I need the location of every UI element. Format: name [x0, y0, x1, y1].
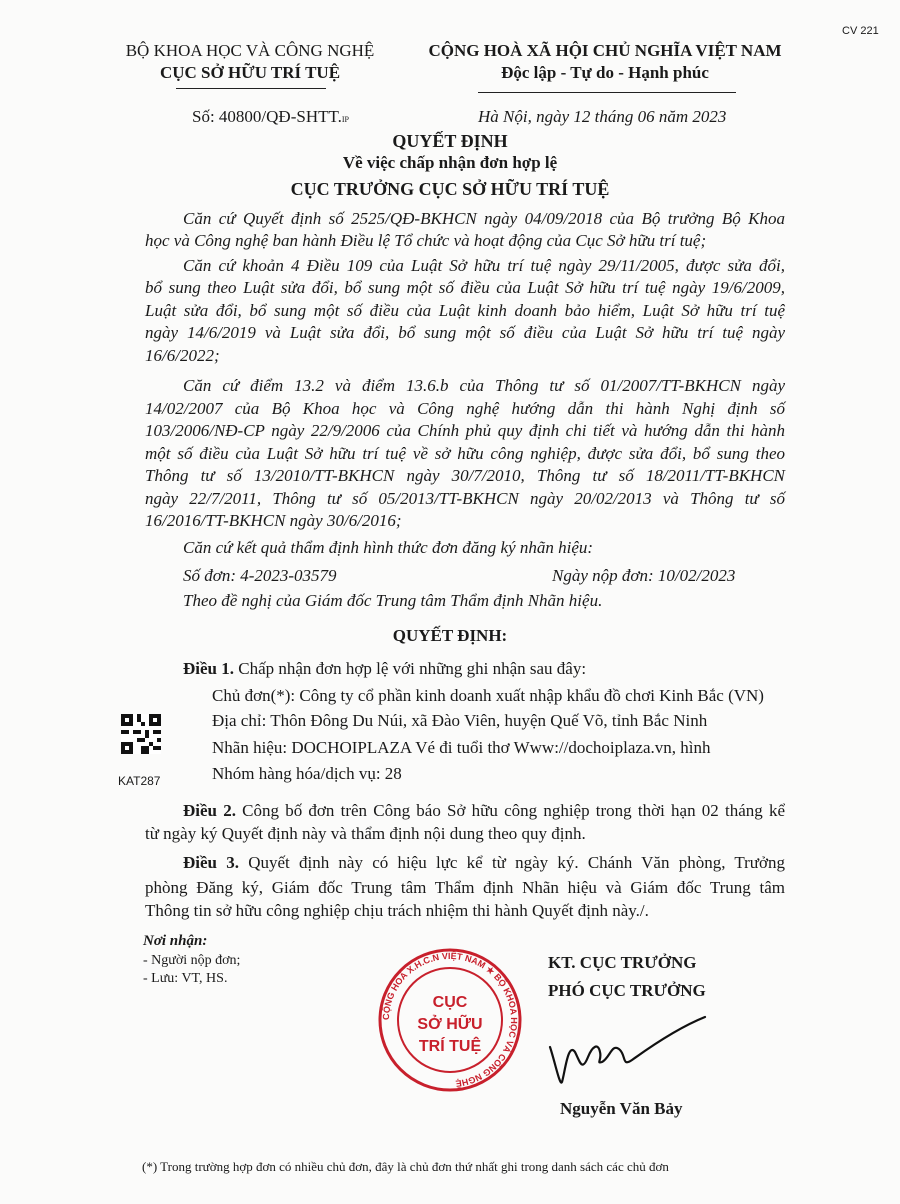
applicant-address: Địa chỉ: Thôn Đông Du Núi, xã Đào Viên, huyện Quế Võ, tỉnh Bắc Ninh — [212, 711, 708, 730]
preamble-line: 16/2016/TT-BKHCN ngày 30/6/2016; — [145, 511, 402, 530]
article-2 — [183, 800, 785, 822]
national-motto: Độc lập - Tự do - Hạnh phúc — [501, 63, 709, 82]
preamble-line: bổ sung theo Luật sửa đổi, bổ sung một số điều của Luật Sở hữu trí tuệ ngày 19/6/2009, — [145, 278, 785, 297]
divider — [478, 92, 736, 93]
preamble-line: Luật sửa đổi, bổ sung một số điều của Luật kinh doanh bảo hiểm, Luật Sở hữu trí tuệ — [145, 301, 785, 320]
preamble-line: 16/6/2022; — [145, 346, 220, 365]
signer-title-2: PHÓ CỤC TRƯỞNG — [548, 981, 706, 1000]
document-number — [192, 106, 349, 131]
official-stamp — [375, 945, 525, 1095]
stamp-text: CỤC — [432, 994, 468, 1011]
country-name: CỘNG HOÀ XÃ HỘI CHỦ NGHĨA VIỆT NAM — [428, 41, 782, 60]
preamble-line: Căn cứ Quyết định số 2525/QĐ-BKHCN ngày 04/09/2018 của Bộ trưởng Bộ Khoa — [183, 209, 785, 228]
article-text: Thông tin sở hữu công nghiệp chịu trách nhiệm thi hành Quyết định này./. — [145, 901, 649, 920]
document-code: CV 221 — [842, 25, 879, 37]
article-text: Chấp nhận đơn hợp lệ với những ghi nhận sau đây: — [238, 659, 587, 678]
filing-date: Ngày nộp đơn: 10/02/2023 — [552, 566, 736, 585]
handwritten-signature — [540, 1012, 710, 1092]
recipient-item: - Lưu: VT, HS. — [143, 971, 228, 986]
article-text: từ ngày ký Quyết định này và thẩm định nội dung theo quy định. — [145, 824, 586, 843]
article-label: Điều 1. — [183, 659, 234, 678]
proposal: Theo đề nghị của Giám đốc Trung tâm Thẩm định Nhãn hiệu. — [183, 591, 603, 610]
trademark: Nhãn hiệu: DOCHOIPLAZA Vé đi tuổi thơ Www://dochoiplaza.vn, hình — [212, 738, 711, 757]
stamp-ring-text: CỘNG HOÀ X.H.C.N VIỆT NAM ★ BỘ KHOA HỌC VÀ CÔNG NGHỆ — [380, 950, 520, 1089]
preamble-line: Căn cứ điểm 13.2 và điểm 13.6.b của Thông tư số 01/2007/TT-BKHCN ngày — [183, 376, 785, 395]
document-number-text: Số: 40800/QĐ-SHTT. — [192, 107, 342, 126]
place-date: Hà Nội, ngày 12 tháng 06 năm 2023 — [478, 107, 727, 126]
document-subject: Về việc chấp nhận đơn hợp lệ — [342, 153, 558, 172]
preamble-line: Thông tư số 13/2010/TT-BKHCN ngày 30/7/2010, Thông tư số 18/2011/TT-BKHCN — [145, 466, 785, 485]
goods-services-class: Nhóm hàng hóa/dịch vụ: 28 — [212, 764, 402, 783]
preamble-line: học và Công nghệ ban hành Điều lệ Tổ chức và hoạt động của Cục Sở hữu trí tuệ; — [145, 231, 707, 250]
article-text: Công bố đơn trên Công báo Sở hữu công nghiệp trong thời hạn 02 tháng kể — [242, 801, 785, 820]
preamble-line: Căn cứ khoản 4 Điều 109 của Luật Sở hữu trí tuệ ngày 29/11/2005, được sửa đổi, — [183, 256, 785, 275]
stamp-text: SỞ HỮU — [417, 1016, 483, 1033]
application-number: Số đơn: 4-2023-03579 — [183, 566, 337, 585]
agency-name: CỤC SỞ HỮU TRÍ TUỆ — [159, 63, 341, 82]
stamp-text: TRÍ TUỆ — [418, 1038, 482, 1055]
article-3 — [183, 852, 785, 874]
recipients-title: Nơi nhận: — [143, 933, 208, 949]
preamble-line: ngày 14/6/2019 và Luật sửa đổi, bổ sung một số điều của Luật Sở hữu trí tuệ ngày — [145, 323, 785, 342]
qr-code-icon — [121, 714, 161, 754]
article-label: Điều 2. — [183, 801, 236, 820]
qr-label: KAT287 — [118, 774, 161, 788]
preamble-line: 14/02/2007 của Bộ Khoa học và Công nghệ hướng dẫn thi hành Nghị định số — [145, 399, 785, 418]
document-number-suffix: IP — [341, 115, 349, 124]
signer-title-1: KT. CỤC TRƯỞNG — [548, 953, 697, 972]
issuer-title: CỤC TRƯỞNG CỤC SỞ HỮU TRÍ TUỆ — [290, 179, 610, 199]
footnote: (*) Trong trường hợp đơn có nhiều chủ đơn, đây là chủ đơn thứ nhất ghi trong danh sách các chủ đơn — [142, 1159, 669, 1174]
article-label: Điều 3. — [183, 853, 239, 872]
preamble-line: 103/2006/NĐ-CP ngày 22/9/2006 của Chính phủ quy định chi tiết và hướng dẫn thi hành — [145, 421, 785, 440]
decision-heading: QUYẾT ĐỊNH: — [392, 626, 508, 645]
article-1 — [183, 658, 586, 680]
document-title: QUYẾT ĐỊNH — [392, 131, 508, 151]
article-text: phòng Đăng ký, Giám đốc Trung tâm Thẩm định Nhãn hiệu và Giám đốc Trung tâm — [145, 878, 785, 897]
preamble-line: một số điều của Luật Sở hữu trí tuệ về sở hữu công nghiệp, được sửa đổi, bổ sung theo — [145, 444, 785, 463]
preamble-line: ngày 22/7/2011, Thông tư số 05/2013/TT-BKHCN ngày 20/02/2013 và Thông tư số — [145, 489, 785, 508]
signer-name: Nguyễn Văn Bảy — [560, 1099, 683, 1118]
divider — [176, 88, 326, 89]
article-text: Quyết định này có hiệu lực kể từ ngày ký. Chánh Văn phòng, Trưởng — [248, 853, 786, 872]
recipient-item: - Người nộp đơn; — [143, 953, 241, 968]
applicant-owner: Chủ đơn(*): Công ty cổ phần kinh doanh xuất nhập khẩu đồ chơi Kinh Bắc (VN) — [212, 686, 764, 705]
ministry-name: BỘ KHOA HỌC VÀ CÔNG NGHỆ — [125, 41, 375, 60]
preamble-line: Căn cứ kết quả thẩm định hình thức đơn đăng ký nhãn hiệu: — [183, 538, 594, 557]
